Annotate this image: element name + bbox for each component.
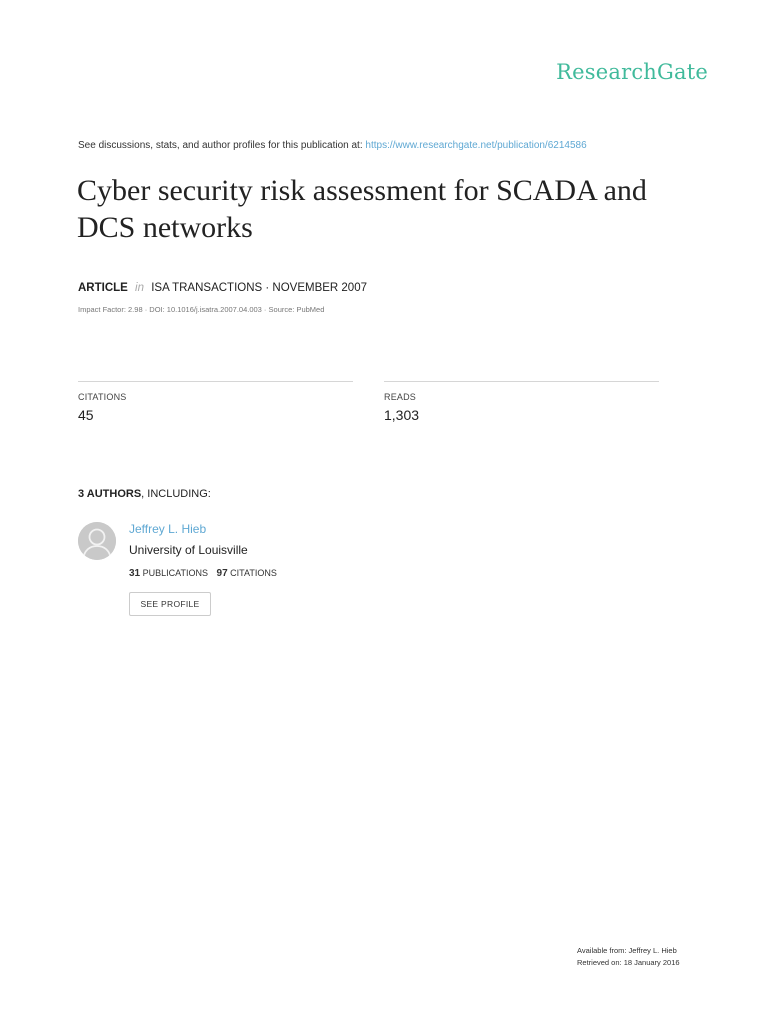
author-publications-count: 31	[129, 568, 141, 579]
authors-count: 3 AUTHORS	[78, 488, 142, 500]
reads-value: 1,303	[384, 407, 420, 423]
discussion-line	[78, 140, 587, 151]
impact-factor-line: Impact Factor: 2.98 · DOI: 10.1016/j.isatra.2007.04.003 · Source: PubMed	[78, 305, 325, 314]
authors-including: , INCLUDING:	[141, 488, 211, 500]
retrieved-on-text: Retrieved on: 18 January 2016	[577, 958, 680, 967]
article-type: ARTICLE	[78, 282, 128, 294]
available-from-text: Available from: Jeffrey L. Hieb	[577, 946, 677, 955]
author-institution: University of Louisville	[129, 543, 248, 557]
authors-heading	[78, 488, 211, 500]
reads-label: READS	[384, 392, 417, 402]
in-word: in	[135, 282, 144, 294]
author-citations-count: 97	[216, 568, 228, 579]
author-name-link[interactable]: Jeffrey L. Hieb	[129, 522, 207, 536]
researchgate-logo[interactable]: ResearchGate	[556, 60, 708, 84]
author-publications-label: PUBLICATIONS	[142, 568, 208, 578]
citations-value: 45	[78, 407, 94, 423]
journal-info[interactable]: ISA TRANSACTIONS · NOVEMBER 2007	[151, 282, 367, 294]
author-avatar-icon[interactable]	[78, 522, 116, 560]
person-silhouette-icon	[78, 522, 116, 560]
citations-stat	[78, 381, 353, 423]
see-profile-button[interactable]: SEE PROFILE	[129, 592, 211, 616]
article-title: Cyber security risk assessment for SCADA and DCS networks	[77, 174, 647, 244]
publication-link[interactable]: https://www.researchgate.net/publication/6214586	[365, 140, 587, 151]
citations-label: CITATIONS	[78, 392, 127, 402]
author-stats	[129, 568, 277, 579]
discussion-intro-text: See discussions, stats, and author profiles for this publication at:	[78, 140, 363, 151]
footer-info	[577, 945, 680, 969]
article-meta	[78, 282, 367, 294]
author-citations-label: CITATIONS	[230, 568, 277, 578]
reads-stat	[384, 381, 659, 423]
